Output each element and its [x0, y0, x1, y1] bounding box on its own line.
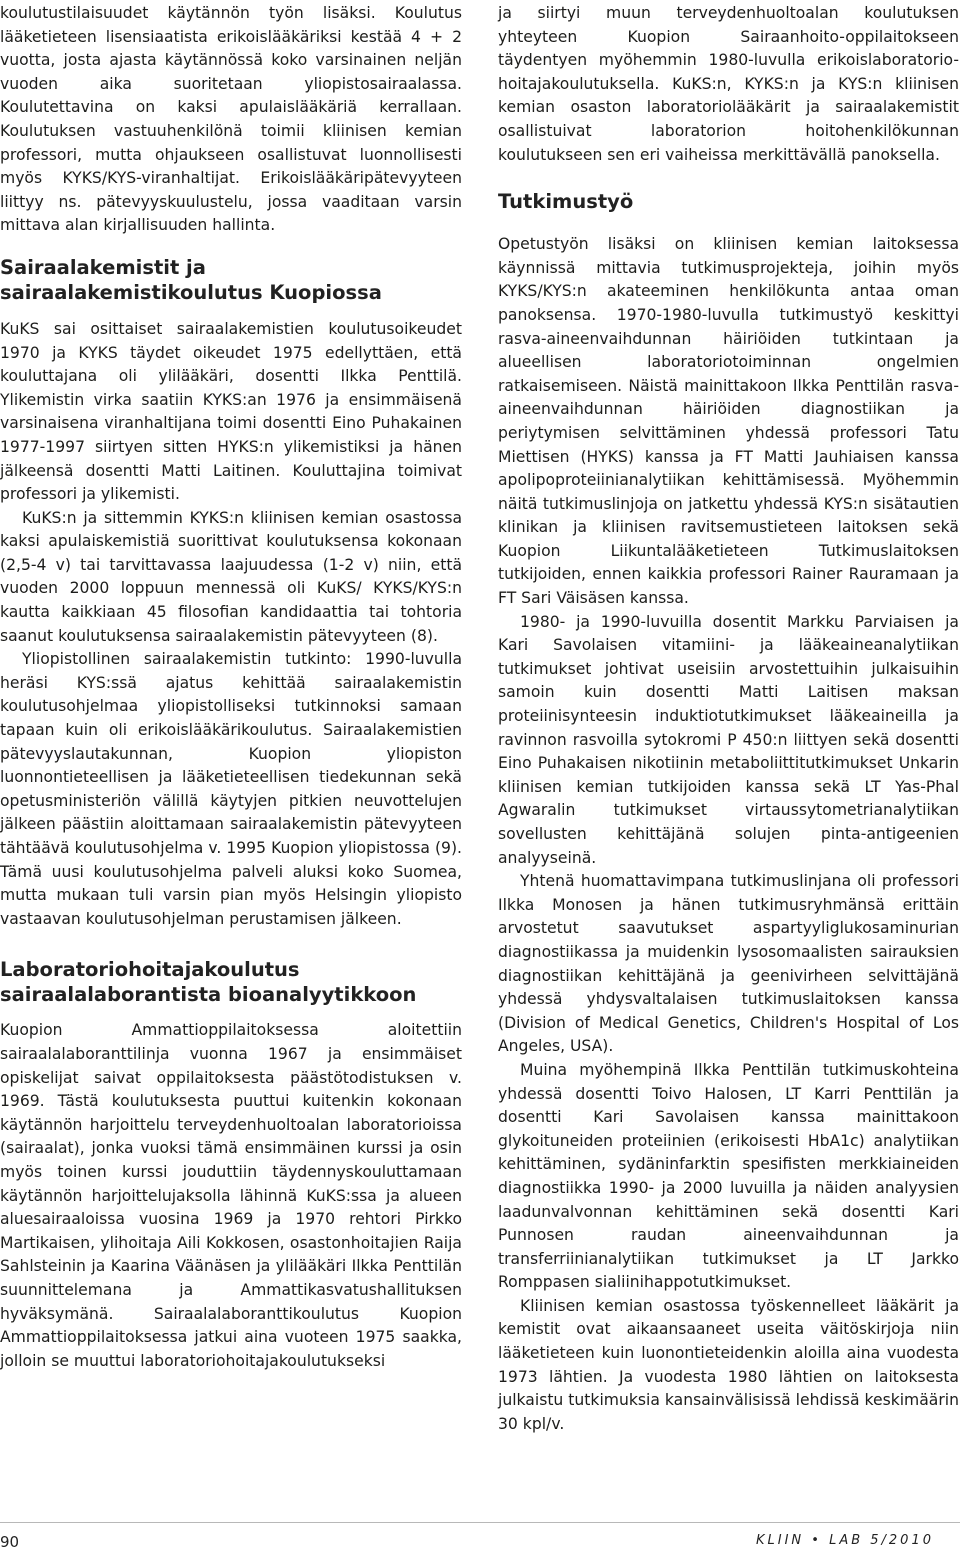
body-paragraph: Kuopion Ammattioppilaitoksessa aloitettiin sairaalalaboranttilinja vuonna 1967 ja ensimmäiset opiskelijat saivat oppilaitoksesta päästötodistuksen v. 1969. Tästä koulutuksesta puuttui kuitenkin kokonaan käytännön harjoittelu terveydenhuoltoalan laboratorioissa (sairaalat), jonka vuoksi tämä ensimmäinen kurssi ja osin myös toinen kurssi jouduttiin täydennyskouluttamaan käytännön harjoittelujaksolla lähinnä KuKS:ssa ja alueen aluesairaaloissa vuosina 1969 ja 1970 rehtori Pirkko Martikaisen, ylihoitaja Aili Kokkosen, osastonhoitajien Raija Sahlsteinin ja Kaarina Väänäsen ja ylilääkäri Ilkka Penttilän suunnittelemana ja Ammattikasvatushallituksen hyväksymänä. Sairaalalaboranttikoulutus Kuopion Ammattioppilaitoksessa jatkui aina vuoteen 1975 saakka, jolloin se muuttui laboratoriohoitajakoulutukseksi	[0, 1021, 462, 1370]
body-paragraph: Kliinisen kemian osastossa työskennelleet lääkärit ja kemistit ovat aikaansaaneet useita väitöskirjoja niin lääketieteen kuin luonontieteidenkin aloilla aina vuodesta 1973 lähtien. Ja vuodesta 1980 lähtien on laitoksesta julkaistu tutkimuksia kansainvälisissä lehdissä keskimäärin 30 kpl/v.	[498, 1296, 959, 1433]
section-heading-laboratoriohoitajakoulutus: Laboratoriohoitajakoulutus sairaalalaborantista bioanalyytikkoon	[0, 958, 417, 1007]
footer-rule	[0, 1522, 960, 1523]
left-column	[0, 2, 462, 1373]
page-number: 90	[0, 1533, 20, 1551]
body-paragraph: KuKS:n ja sittemmin KYKS:n kliinisen kemian osastossa kaksi apulaiskemistiä suorittivat koulutuksensa kokonaan (2,5-4 v) tai tarvittavassa laajuudessa (1-2 v) niin, että vuoden 2000 loppuun mennessä oli KuKS/ KYKS/KYS:n kautta kaikkiaan 45 filosofian kandidaattia tai tohtoria saanut koulutuksensa sairaalakemistin pätevyyteen (8).	[0, 508, 462, 645]
journal-name: KLIIN • LAB 5/2010	[755, 1533, 934, 1548]
body-paragraph: Yhtenä huomattavimpana tutkimuslinjana oli professori Ilkka Monosen ja hänen tutkimusryhmänsä erittäin arvostetut saavutukset aspartyyliglukosaminurian diagnostiikassa ja muidenkin lysosomaalisten sairauksien diagnostiikan kehittäjänä ja geenivirheen selvittäjänä yhdessä yhdysvaltalaisen tutkimuslaitoksen kanssa (Division of Medical Genetics, Children's Hospital of Los Angeles, USA).	[498, 872, 959, 1056]
right-column	[498, 2, 959, 1436]
body-paragraph: Opetustyön lisäksi on kliinisen kemian laitoksessa käynnissä mittavia tutkimusprojekteja, joihin myös KYKS/KYS:n akateeminen henkilökunta antaa oman panoksensa. 1970-1980-luvulla tutkimustyö keskittyi rasva-aineenvaihdunnan häiriöiden tutkintaan ja alueellisen laboratoriotoiminnan ongelmien ratkaisemiseen. Näistä mainittakoon Ilkka Penttilän rasva-aineenvaihdunnan häiriöiden diagnostiikan ja periytymisen selvittäminen yhdessä professori Tatu Miettisen (HYKS) kanssa ja FT Matti Jauhiaisen kanssa apolipoproteiinianalytiikan kehittämisessä. Myöhemmin näitä tutkimuslinjoja on jatkettu yhdessä KYS:n sisätautien klinikan ja kliinisen ravitsemustieteen laitoksen sekä Kuopion Liikuntalääketieteen Tutkimuslaitoksen tutkijoiden, ennen kaikkia professori Rainer Rauramaan ja FT Sari Väisäsen kanssa.	[498, 235, 959, 608]
body-paragraph: 1980- ja 1990-luvuilla dosentit Markku Parviaisen ja Kari Savolaisen vitamiini- ja lääkeaineanalytiikan tutkimukset johtivat useisiin arvostettuihin julkaisuihin samoin kuin dosentti Matti Laitisen maksan proteiinisynteesin induktiotutkimukset lääkeaineilla ja ravinnon rasvoilla sytokromi P 450:n liittyen sekä dosentti Eino Puhakaisen nikotiinin metaboliittitutkimukset Unkarin kliinisen kemian tutkijoiden kanssa sekä LT Yas-Phal Agwaralin tutkimukset virtaussytometrianalytiikan sovellusten kehittäjänä solujen pinta-antigeenien analyyseinä.	[498, 612, 959, 867]
continuation-paragraph: ja siirtyi muun terveydenhuoltoalan koulutuksen yhteyteen Kuopion Sairaanhoito-oppilaitokseen täydentyen myöhemmin 1980-luvulla erikoislaboratorio-hoitajakoulutuksella. KuKS:n, KYKS:n ja KYS:n kliinisen kemian osaston laboratoriolääkärit ja sairaalakemistit osallistuivat laboratorion hoitohenkilökunnan koulutukseen sen eri vaiheissa merkittävällä panoksella.	[498, 4, 959, 164]
body-paragraph: KuKS sai osittaiset sairaalakemistien koulutusoikeudet 1970 ja KYKS täydet oikeudet 1975 edellyttäen, että kouluttajana oli ylilääkäri, dosentti Ilkka Penttilä. Ylikemistin virka saatiin KYKS:an 1976 ja ensimmäisenä varsinaisena viranhaltijana toimi dosentti Eino Puhakainen 1977-1997 siirtyen sitten HYKS:n ylikemistiksi ja hänen jälkeensä dosentti Matti Laitinen. Kouluttajina toimivat professori ja ylikemisti.	[0, 319, 462, 504]
intro-paragraph: koulutustilaisuudet käytännön työn lisäksi. Koulutus lääketieteen lisensiaatista erikoislääkäriksi kestää 4 + 2 vuotta, josta ajasta käytännössä koko varsinainen neljän vuoden aika suoritetaan yliopistosairaalassa. Koulutettavina on kaksi apulaislääkäriä kerrallaan. Koulutuksen vastuuhenkilönä toimii kliinisen kemian professori, mutta ohjaukseen osallistuvat luonnollisesti myös KYKS/KYS-viranhaltijat. Erikoislääkäripätevyyteen liittyy ns. pätevyyskuulustelu, jossa vaaditaan varsin mittava alan kirjallisuuden hallinta.	[0, 4, 462, 235]
body-paragraph: Muina myöhempinä Ilkka Penttilän tutkimuskohteina yhdessä dosentti Toivo Halosen, LT Karri Penttilän ja dosentti Kari Savolaisen kanssa mainittakoon glykoituneiden proteiinien (erikoisesti HbA1c) analytiikan kehittäminen, sydäninfarktin spesifisten merkkiaineiden diagnostiikka 1990- ja 2000 luvuilla ja näiden analyysien laadunvalvonnan kehittäminen sekä dosentti Kari Punnosen raudan aineenvaihdunnan ja transferriinianalytiikan tutkimukset ja LT Jarkko Romppasen sialiinihappotutkimukset.	[498, 1060, 959, 1292]
section-heading-sairaalakemistit: Sairaalakemistit ja sairaalakemistikoulutus Kuopiossa	[0, 255, 382, 304]
body-paragraph: Yliopistollinen sairaalakemistin tutkinto: 1990-luvulla heräsi KYS:ssä ajatus kehittää sairaalakemistin koulutusohjelmaa yliopistolliseksi tutkinnoksi samaan tapaan kuin oli erikoislääkärikoulutus. Sairaalakemistien pätevyyslautakunnan, Kuopion yliopiston luonnontieteellisen ja lääketieteellisen tiedekunnan sekä opetusministeriön välillä käytyjen pitkien neuvottelujen jälkeen päästiin aloittamaan sairaalakemistin pätevyyteen tähtäävä koulutusohjelma v. 1995 Kuopion yliopistossa (9). Tämä uusi koulutusohjelma palveli aluksi koko Suomea, mutta mukaan tuli varsin pian myös Helsingin yliopisto vastaavan koulutusohjelman perustamisen jälkeen.	[0, 650, 462, 928]
section-heading-tutkimustyo: Tutkimustyö	[498, 190, 634, 214]
